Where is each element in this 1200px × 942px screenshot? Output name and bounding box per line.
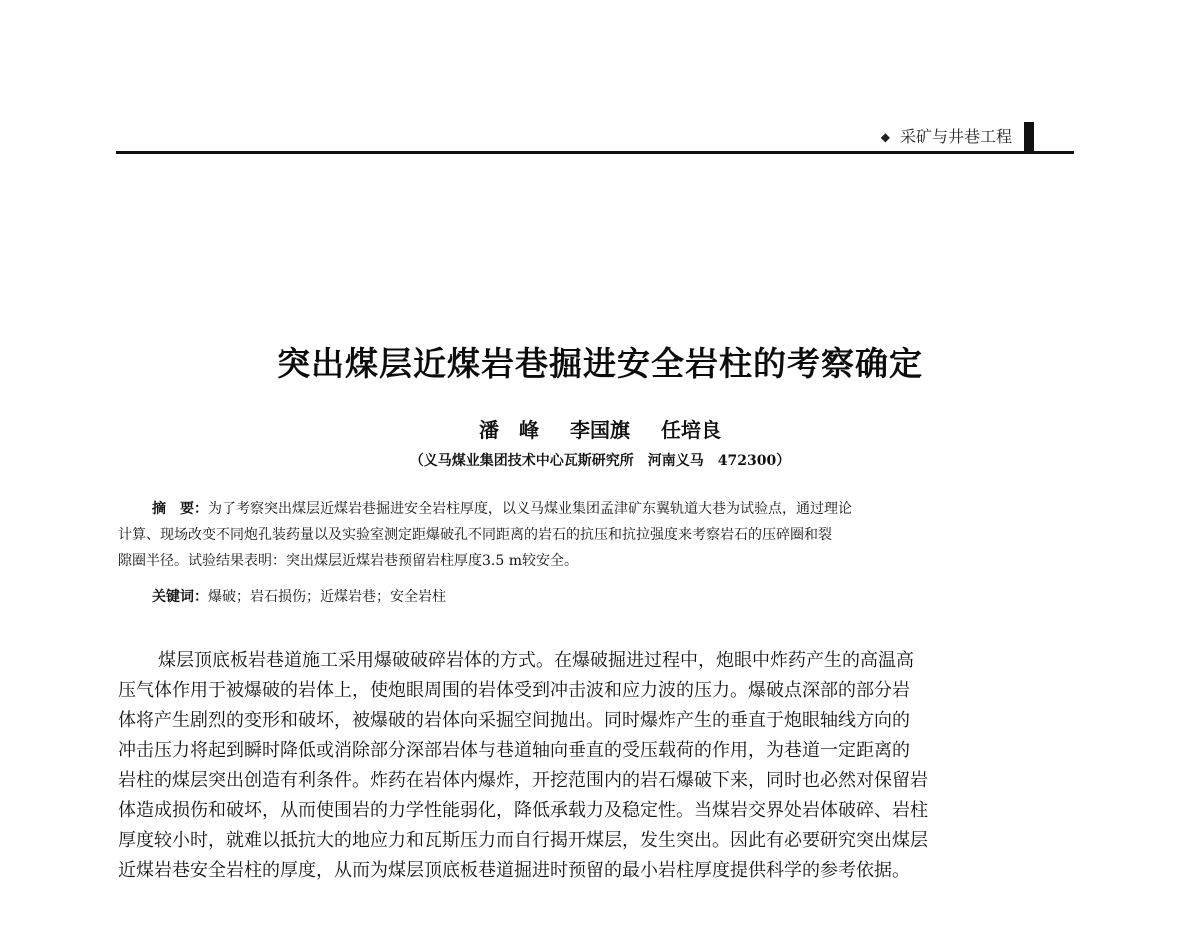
body-line-6: 体造成损伤和破坏，从而使围岩的力学性能弱化，降低承载力及稳定性。当煤岩交界处岩体破碎、岩柱 [118,800,928,821]
header-rule [116,151,1074,154]
author-1: 潘 峰 [479,418,540,442]
article-title: 突出煤层近煤岩巷掘进安全岩柱的考察确定 [277,344,923,383]
abstract-label: 摘 要： [152,501,208,517]
body-line-3: 体将产生剧烈的变形和破坏，被爆破的岩体向采掘空间抛出。同时爆炸产生的垂直于炮眼轴线方向的 [118,710,910,731]
diamond-icon: ◆ [880,130,890,144]
author-list [0,414,1200,443]
body-line-7: 厚度较小时，就难以抵抗大的地应力和瓦斯压力而自行揭开煤层，发生突出。因此有必要研究突出煤层 [118,830,928,851]
header-section [881,124,1012,147]
abstract [118,496,1080,574]
body-line-1: 煤层顶底板岩巷道施工采用爆破破碎岩体的方式。在爆破掘进过程中，炮眼中炸药产生的高温高 [158,650,914,671]
keywords-text: 爆破；岩石损伤；近煤岩巷；安全岩柱 [208,589,446,605]
header-section-label: 采矿与井巷工程 [899,127,1012,146]
body-paragraph [118,646,1080,886]
abstract-line-1 [118,496,1080,522]
author-3: 任培良 [660,418,721,442]
header-bar-decoration [1024,122,1034,154]
abstract-text-1: 为了考察突出煤层近煤岩巷掘进安全岩柱厚度，以义马煤业集团孟津矿东翼轨道大巷为试验点，通过理论 [208,501,852,517]
body-line-8: 近煤岩巷安全岩柱的厚度，从而为煤层顶底板巷道掘进时预留的最小岩柱厚度提供科学的参考依据。 [118,860,910,881]
body-line-4: 冲击压力将起到瞬时降低或消除部分深部岩体与巷道轴向垂直的受压载荷的作用，为巷道一定距离的 [118,740,910,761]
abstract-line-2: 计算、现场改变不同炮孔装药量以及实验室测定距爆破孔不同距离的岩石的抗压和抗拉强度来考察岩石的压碎圈和裂 [118,527,832,543]
keywords-label: 关键词： [152,589,208,605]
affiliation: （义马煤业集团技术中心瓦斯研究所 河南义马 472300） [409,453,791,469]
abstract-line-3: 隙圈半径。试验结果表明：突出煤层近煤岩巷预留岩柱厚度3.5 m较安全。 [118,553,578,569]
body-line-2: 压气体作用于被爆破的岩体上，使炮眼周围的岩体受到冲击波和应力波的压力。爆破点深部的部分岩 [118,680,910,701]
author-2: 李国旗 [570,418,630,442]
keywords [152,586,446,606]
body-line-5: 岩柱的煤层突出创造有利条件。炸药在岩体内爆炸，开挖范围内的岩石爆破下来，同时也必然对保留岩 [118,770,928,791]
